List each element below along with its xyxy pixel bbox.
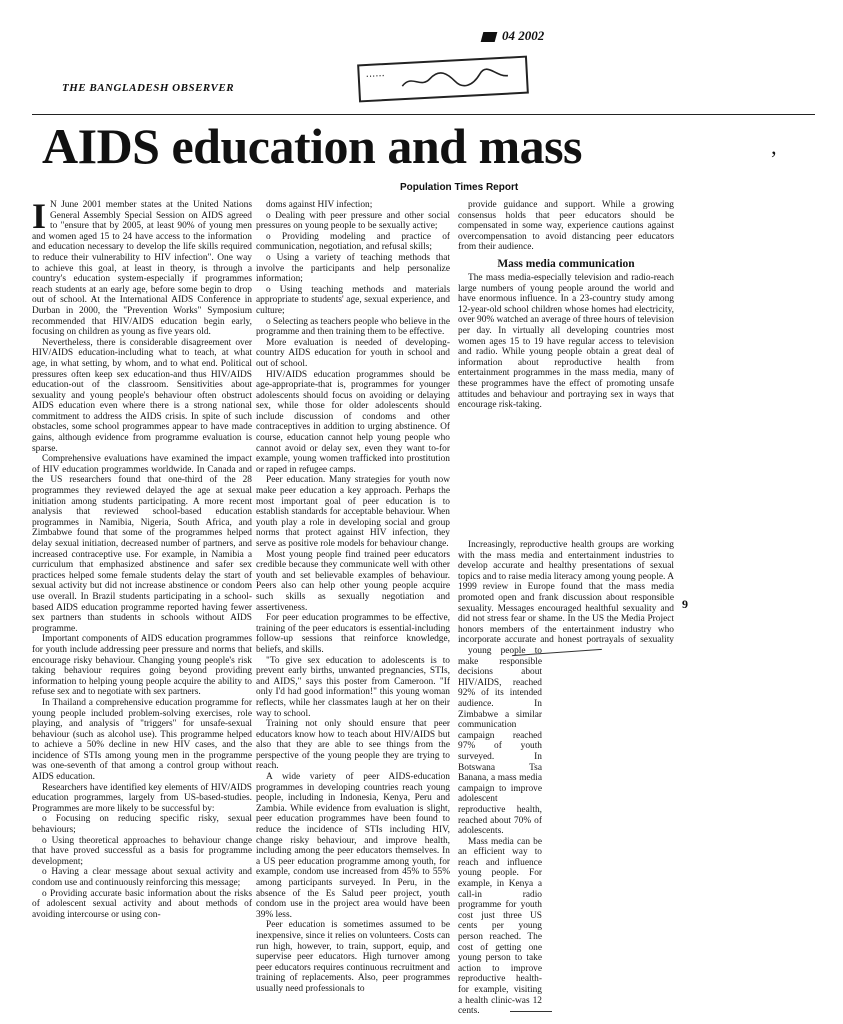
bullet-item: o Using theoretical approaches to behaviour change that have proved successful as a basis for programme development; bbox=[32, 835, 252, 867]
paragraph bbox=[32, 200, 252, 338]
article-byline: Population Times Report bbox=[400, 182, 519, 193]
paragraph: Comprehensive evaluations have examined the impact of HIV education programmes worldwide. In Canada and the US researchers found that one-third of the 28 programmes they reviewed delayed the age at sexual initiation among students participating. A more recent analysis that reviewed school-based education programmes in Namibia, Nigeria, South Africa, and Zimbabwe found that some of the programmes helped delay sexual initiation, decreased number of partners, and increased contraceptive use. For example, in Namibia a curriculum that emphasized abstinence and safer sex practices helped some female students delay the start of sexual activity but did not increase abstinence or condom use overall. In Brazil students participating in a school-based AIDS education programme reported having fewer sex partners than students in schools without AIDS programme. bbox=[32, 454, 252, 634]
paragraph: More evaluation is needed of developing-country AIDS education for youth in school and out of school. bbox=[256, 337, 450, 369]
paragraph: In Thailand a comprehensive education programme for young people included problem-solving exercises, role playing, and analysis of "triggers" for unsafe-sexual behaviour (such as alcohol use). This programme helped to achieve a 50% decline in new HIV cases, and the incidence of STIs among young men in the programme was one-seventh of that among a control group without AIDS education. bbox=[32, 697, 252, 783]
article-column-2 bbox=[256, 200, 450, 1012]
paragraph: Increasingly, reproductive health groups are working with the mass media and entertainment industries to develop accurate and healthy presentations of sexual topics and to raise media literacy among young people. A 1999 review in Europe found that the mass media promoted open and frank discussion about responsible sexuality. Messages encouraged healthful sexuality and did not stress fear or shame. In the US the Media Project honors members of the entertainment industry who incorporate accurate and honest portrayals of sexuality bbox=[458, 540, 674, 646]
bullet-item: o Using a variety of teaching methods that involve the participants and help personalize information; bbox=[256, 252, 450, 285]
article-headline: AIDS education and mass bbox=[42, 118, 583, 174]
paragraph: Important components of AIDS education programmes for youth include addressing peer pressure and norms that encourage risky behaviour. Changing young people's risk taking behaviour requires going beyond providing information to helping young people acquire the ability to refuse sex and to negotiate with sex partners. bbox=[32, 634, 252, 698]
article-column-3-narrow bbox=[458, 646, 542, 1016]
paragraph-text: N June 2001 member states at the United Nations General Assembly Special Session on AIDS agreed to "ensure that by 2005, at least 90% of young men and women aged 15 to 24 have access to the information and education necessary to develop the life skills required to reduce their vulnerability to HIV infection". One way to achieve this goal, at least in theory, is through a country's education system-especially if programmes reach students at an early age, before some begin to drop out of school. At the International AIDS Conference in Durban in 2000, the "Prevention Works" Symposium recommended that HIV/AIDS education begin early, focusing on children as young as five years old. bbox=[32, 200, 252, 338]
article-column-3-middle bbox=[458, 540, 674, 646]
paragraph: Nevertheless, there is considerable disagreement over HIV/AIDS education-including what to teach, at what age, in what setting, by whom, and to what end. Political pressures often keep sex education-and thus HIV/AIDS education-out of the classroom. Sensitivities about sexuality and young people's behaviour often obstruct AIDS education even where there is a strong national commitment to address the AIDS crisis. In spite of such obstacles, some school programmes appear to have made gains, although evidence from programme evaluation is sparse. bbox=[32, 337, 252, 454]
headline-cut-mark: ’ bbox=[770, 146, 778, 171]
signature-scribble-icon bbox=[400, 67, 511, 93]
bullet-item: o Selecting as teachers people who believe in the programme and then training them to be effective. bbox=[256, 316, 450, 338]
paragraph: Most young people find trained peer educators credible because they communicate well with other youth and set believable examples of behaviour. Peers also can help other young people acquire such skills as sexually negotiation and assertiveness. bbox=[256, 549, 450, 613]
bullet-item: o Providing accurate basic information about the risks of adolescent sexual activity and about methods of avoiding intercourse or using con- bbox=[32, 888, 252, 920]
paragraph: Peer education is sometimes assumed to be inexpensive, since it relies on volunteers. Costs can run high, however, to train, support, equip, and supervise peer educators. High turnover among peer educators requires continuous recruitment and training of replacements. Also, peer programmes usually need professionals to bbox=[256, 920, 450, 994]
paragraph: Researchers have identified key elements of HIV/AIDS education programmes, largely from US-based-studies. Programmes are more likely to be successful by: bbox=[32, 782, 252, 814]
date-stamp bbox=[482, 28, 544, 44]
bullet-item: o Having a clear message about sexual activity and condom use and continuously reinforcing this message; bbox=[32, 867, 252, 888]
stamp-text: ...... bbox=[365, 68, 386, 81]
newspaper-masthead: THE BANGLADESH OBSERVER bbox=[62, 82, 235, 94]
paragraph: HIV/AIDS education programmes should be age-appropriate-that is, programmes for younger adolescents should focus on avoiding or delaying sex, while those for older adolescents should include discussion of condoms and other contraceptives in addition to urging abstinence. Of course, education cannot help young people who cannot avoid or delay sex, even they want to-for example, young women trafficked into prostitution or raped in refugee camps. bbox=[256, 369, 450, 475]
archive-ink-stamp bbox=[357, 56, 529, 103]
stamp-mark-icon bbox=[481, 32, 498, 42]
paragraph: Mass media can be an efficient way to reach and influence young people. For example, in Kenya a call-in radio programme for youth cost just three US cents per young person reached. The cost of getting one young person to take action to improve reproductive health-for example, visiting a health clinic-was 12 cents. bbox=[458, 836, 542, 1016]
paragraph: Peer education. Many strategies for youth now make peer education a key approach. Perhaps the most important goal of peer education is to establish standards for acceptable behaviour. When youth play a role in developing social and group norms that protect against HIV infection, they serve as positive role models for behaviour change. bbox=[256, 475, 450, 549]
section-subhead: Mass media communication bbox=[497, 257, 635, 270]
top-rule-divider bbox=[32, 114, 815, 115]
paragraph: For peer education programmes to be effective, training of the peer educators is essential-including follow-up sessions that reinforce knowledge, beliefs, and skills. bbox=[256, 613, 450, 655]
article-column-1 bbox=[32, 200, 252, 1012]
paragraph: Training not only should ensure that peer educators know how to teach about HIV/AIDS but also that they are able to see things from the perspective of the young people they are trying to reach. bbox=[256, 719, 450, 772]
date-stamp-text: 04 2002 bbox=[502, 28, 545, 43]
paragraph: A wide variety of peer AIDS-education programmes in developing countries reach young people, including in Indonesia, Kenya, Peru and Zambia. While evidence from evaluation is slight, peer education programmes have been found to reduce the incidence of STIs including HIV, change risky behaviour, and improve health, including among the peer educators themselves. In a US peer education programme among youth, for example, condom use increased from 45% to 55% among participants surveyed. In Peru, in the absence of the Es Salud peer project, youth condom use in the project area would have been 39% less. bbox=[256, 772, 450, 920]
bullet-item: o Using teaching methods and materials appropriate to students' age, sexual experience, and culture; bbox=[256, 284, 450, 316]
paragraph: provide guidance and support. While a growing consensus holds that peer educators should be compensated in some way, experience cautions against overcompensation to avoid distancing peer educators from their audience. bbox=[458, 200, 674, 253]
paragraph: The mass media-especially television and radio-reach large numbers of young people around the world and have enormous influence. In a 23-country study among 12-year-old school children whose homes had electricity, over 90% watched an average of three hours of television per day. In virtually all developing countries most women ages 15 to 19 have regular access to television and radio. While young people obtain a great deal of information about reproductive health from entertainment programmes in the mass media, many of these programmes have the effect of promoting unsafe attitudes and behaviour and portraying sex in ways that encourage risk-taking. bbox=[458, 272, 674, 411]
drop-cap: I bbox=[32, 200, 47, 236]
bullet-item: o Providing modeling and practice of communication, negotiation, and refusal skills; bbox=[256, 231, 450, 253]
paragraph: young people to make responsible decisions about HIV/AIDS, reached 92% of its intended audience. In Zimbabwe a similar communication campaign reached 97% of youth surveyed. In Botswana Tsa Banana, a mass media campaign to improve adolescent reproductive health, reached about 70% of adolescents. bbox=[458, 646, 542, 837]
bullet-item: doms against HIV infection; bbox=[266, 200, 373, 210]
bullet-item: o Dealing with peer pressure and other social pressures on young people to be sexually active; bbox=[256, 210, 450, 232]
bullet-item: o Focusing on reducing specific risky, sexual behaviours; bbox=[32, 814, 252, 836]
paragraph: "To give sex education to adolescents is to prevent early births, unwanted pregnancies, STIs, and AIDS," says this poster from Cameroon. "If only I'd had good information!" this young woman reflects, while her classmates laugh at her on their way to school. bbox=[256, 655, 450, 719]
article-column-3 bbox=[458, 200, 674, 500]
clipping-bottom-line bbox=[510, 1011, 552, 1012]
clipping-edge-mark: 9 bbox=[682, 597, 688, 611]
